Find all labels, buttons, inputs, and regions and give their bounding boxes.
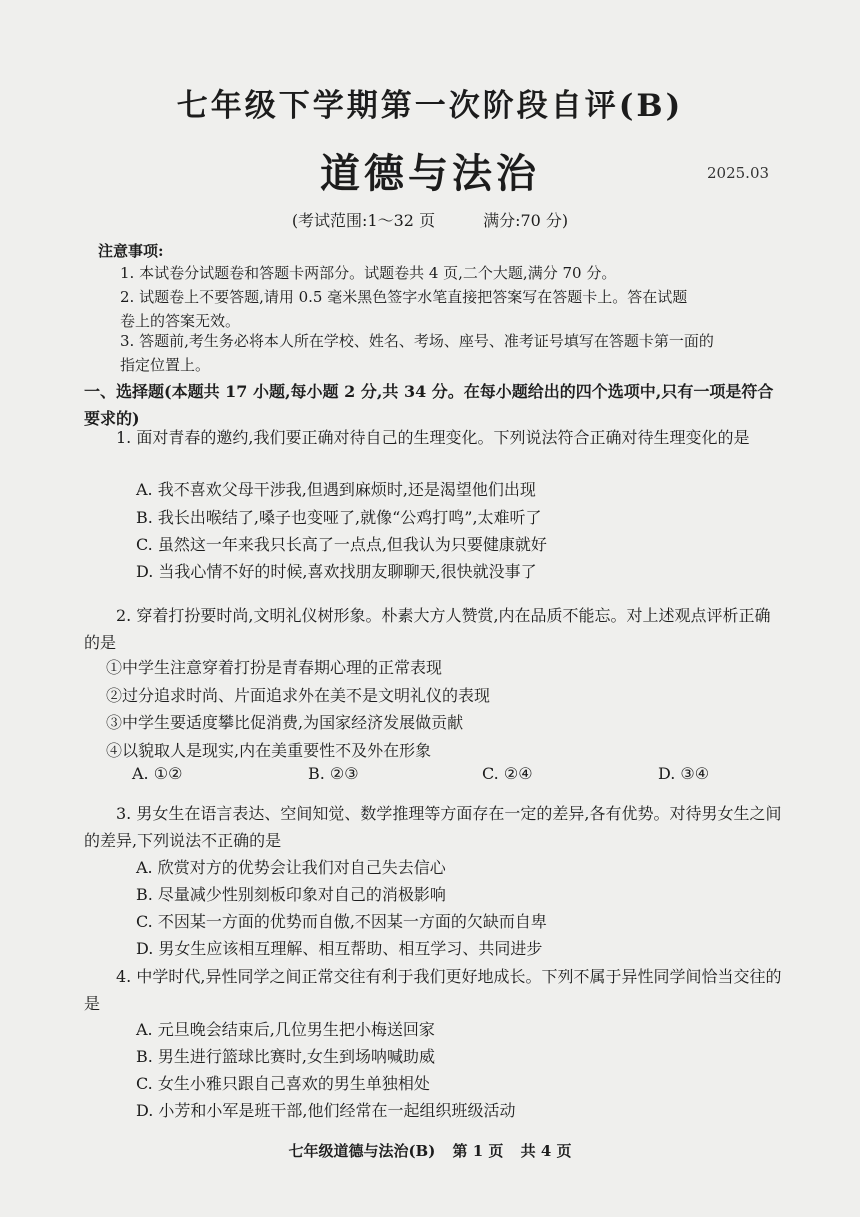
section-heading: 一、选择题(本题共 17 小题,每小题 2 分,共 34 分。在每小题给出的四个选项中,只有一项是符合要求的) xyxy=(84,382,774,428)
question-3-stem: 3. 男女生在语言表达、空间知觉、数学推理等方面存在一定的差异,各有优势。对待男女生之间的差异,下列说法不正确的是 xyxy=(84,804,782,850)
notice-item-1: 1. 本试卷分试题卷和答题卡两部分。试题卷共 4 页,二个大题,满分 70 分。 xyxy=(120,264,617,282)
page-footer xyxy=(0,1140,860,1161)
question-1-option-c: C. 虽然这一年来我只长高了一点点,但我认为只要健康就好 xyxy=(136,535,547,554)
question-2-option-a: A. ①② xyxy=(132,764,183,783)
question-3-option-c: C. 不因某一方面的优势而自傲,不因某一方面的欠缺而自卑 xyxy=(136,912,547,931)
question-2-option-b: B. ②③ xyxy=(308,764,359,783)
exam-scope-line xyxy=(0,208,860,231)
notice-item-3-cont: 指定位置上。 xyxy=(120,356,211,374)
question-1-option-d: D. 当我心情不好的时候,喜欢找朋友聊聊天,很快就没事了 xyxy=(136,562,537,581)
question-2-option-c: C. ②④ xyxy=(482,764,533,783)
footer-course: 七年级道德与法治(B) xyxy=(288,1142,436,1160)
question-3-option-d: D. 男女生应该相互理解、相互帮助、相互学习、共同进步 xyxy=(136,939,543,958)
question-2-statement-3: ③中学生要适度攀比促消费,为国家经济发展做贡献 xyxy=(106,713,464,732)
notice-item-3: 3. 答题前,考生务必将本人所在学校、姓名、考场、座号、准考证号填写在答题卡第一面的 xyxy=(120,332,714,350)
question-4-option-c: C. 女生小雅只跟自己喜欢的男生单独相处 xyxy=(136,1074,430,1093)
question-2-statement-2: ②过分追求时尚、片面追求外在美不是文明礼仪的表现 xyxy=(106,686,491,705)
exam-title: 七年级下学期第一次阶段自评(B) xyxy=(176,88,684,124)
question-1-stem: 1. 面对青春的邀约,我们要正确对待自己的生理变化。下列说法符合正确对待生理变化的是 xyxy=(116,428,750,447)
question-2-options xyxy=(132,764,732,791)
question-2-option-d: D. ③④ xyxy=(658,764,710,783)
footer-total: 共 4 页 xyxy=(520,1142,572,1160)
question-2-stem: 2. 穿着打扮要时尚,文明礼仪树形象。朴素大方人赞赏,内在品质不能忘。对上述观点评析正确的是 xyxy=(84,606,771,652)
exam-date: 2025.03 xyxy=(707,164,770,182)
exam-scope: (考试范围:1～32 页 xyxy=(291,211,436,230)
question-2-statement-4: ④以貌取人是现实,内在美重要性不及外在形象 xyxy=(106,741,432,760)
notice-heading: 注意事项: xyxy=(98,242,164,260)
notice-item-2: 2. 试题卷上不要答题,请用 0.5 毫米黑色签字水笔直接把答案写在答题卡上。答在试题 xyxy=(120,288,688,306)
subject-title: 道德与法治 xyxy=(320,150,540,197)
question-3-option-a: A. 欣赏对方的优势会让我们对自己失去信心 xyxy=(136,858,446,877)
notice-item-2-cont: 卷上的答案无效。 xyxy=(120,312,241,330)
question-3-option-b: B. 尽量减少性别刻板印象对自己的消极影响 xyxy=(136,885,446,904)
question-4-option-d: D. 小芳和小军是班干部,他们经常在一起组织班级活动 xyxy=(136,1101,516,1120)
question-1-option-b: B. 我长出喉结了,嗓子也变哑了,就像“公鸡打鸣”,太难听了 xyxy=(136,508,542,527)
full-score: 满分:70 分) xyxy=(483,211,569,230)
question-4-stem: 4. 中学时代,异性同学之间正常交往有利于我们更好地成长。下列不属于异性同学间恰当交往的是 xyxy=(84,967,782,1013)
question-2-statement-1: ①中学生注意穿着打扮是青春期心理的正常表现 xyxy=(106,658,443,677)
question-4-option-a: A. 元旦晚会结束后,几位男生把小梅送回家 xyxy=(136,1020,435,1039)
question-1-option-a: A. 我不喜欢父母干涉我,但遇到麻烦时,还是渴望他们出现 xyxy=(136,480,536,499)
question-4-option-b: B. 男生进行篮球比赛时,女生到场呐喊助威 xyxy=(136,1047,436,1066)
footer-page: 第 1 页 xyxy=(452,1142,504,1160)
